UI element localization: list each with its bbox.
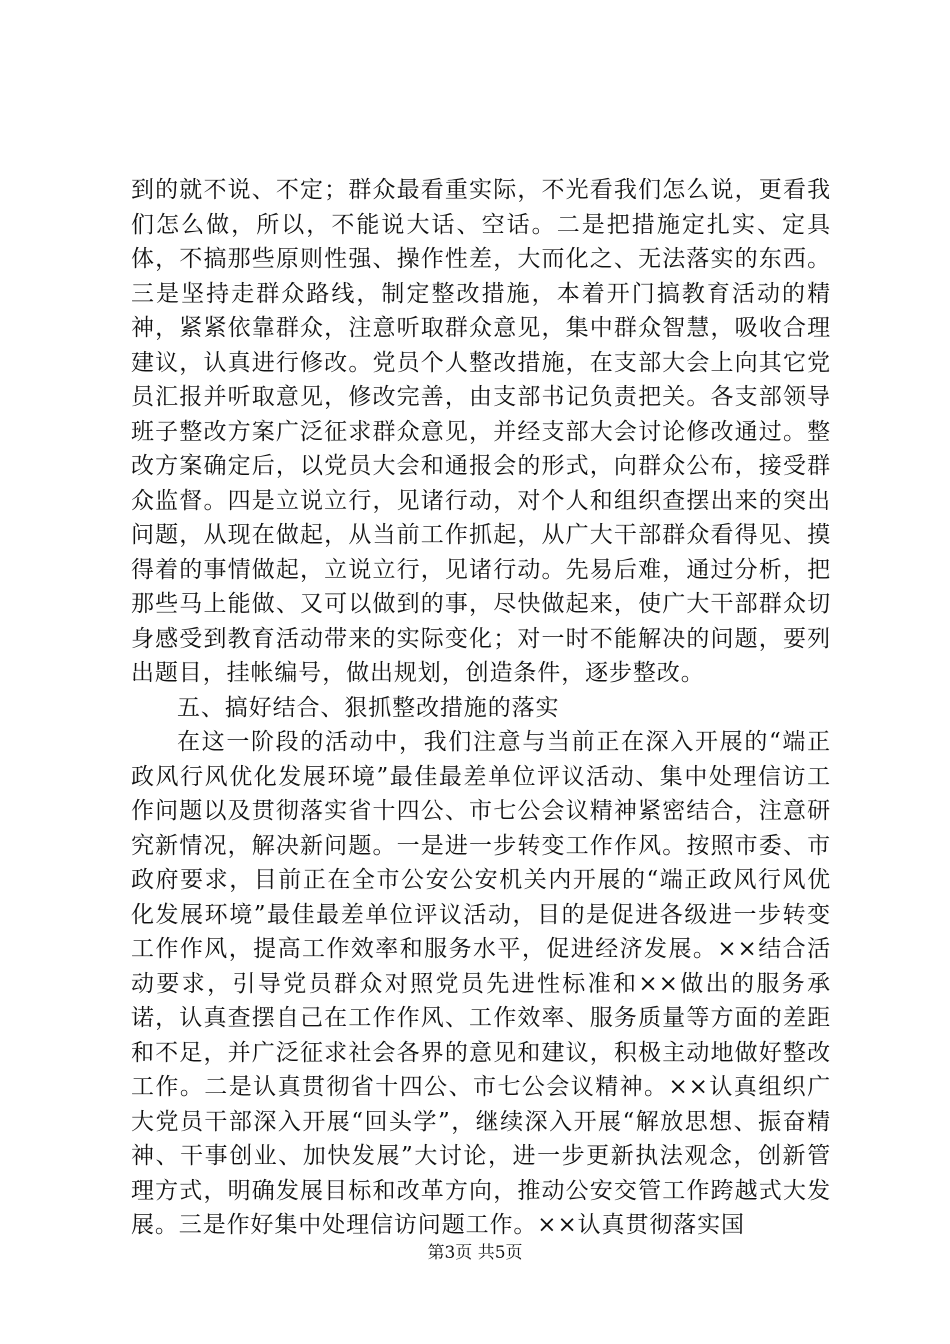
paragraph-integration: 在这一阶段的活动中，我们注意与当前正在深入开展的“端正政风行风优化发展环境”最佳最差单位评议活动、集中处理信访工作问题以及贯彻落实省十四公、市七公会议精神紧密结合，注意研究新情况，解决新问题。一是进一步转变工作作风。按照市委、市政府要求，目前正在全市公安公安机关内开展的“端正政风行风优化发展环境”最佳最差单位评议活动，目的是促进各级进一步转变工作作风，提高工作效率和服务水平，促进经济发展。××结合活动要求，引导党员群众对照党员先进性标准和××做出的服务承诺，认真查摆自己在工作作风、工作效率、服务质量等方面的差距和不足，并广泛征求社会各界的意见和建议，积极主动地做好整改工作。二是认真贯彻省十四公、市七公会议精神。××认真组织广大党员干部深入开展“回头学”，继续深入开展“解放思想、振奋精神、干事创业、加快发展”大讨论，进一步更新执法观念，创新管理方式，明确发展目标和改革方向，推动公安交管工作跨越式大发展。三是作好集中处理信访问题工作。××认真贯彻落实国 — [131, 729, 831, 1238]
page-number-footer: 第3页 共5页 — [427, 1243, 523, 1263]
document-body — [131, 173, 831, 1243]
paragraph-continuation: 到的就不说、不定；群众最看重实际，不光看我们怎么说，更看我们怎么做，所以，不能说大话、空话。二是把措施定扎实、定具体，不搞那些原则性强、操作性差，大而化之、无法落实的东西。三是坚持走群众路线，制定整改措施，本着开门搞教育活动的精神，紧紧依靠群众，注意听取群众意见，集中群众智慧，吸收合理建议，认真进行修改。党员个人整改措施，在支部大会上向其它党员汇报并听取意见，修改完善，由支部书记负责把关。各支部领导班子整改方案广泛征求群众意见，并经支部大会讨论修改通过。整改方案确定后，以党员大会和通报会的形式，向群众公布，接受群众监督。四是立说立行，见诸行动，对个人和组织查摆出来的突出问题，从现在做起，从当前工作抓起，从广大干部群众看得见、摸得着的事情做起，立说立行，见诸行动。先易后难，通过分析，把那些马上能做、又可以做到的事，尽快做起来，使广大干部群众切身感受到教育活动带来的实际变化；对一时不能解决的问题，要列出题目，挂帐编号，做出规划，创造条件，逐步整改。 — [131, 177, 831, 686]
section-heading-five: 五、搞好结合、狠抓整改措施的落实 — [177, 694, 560, 721]
